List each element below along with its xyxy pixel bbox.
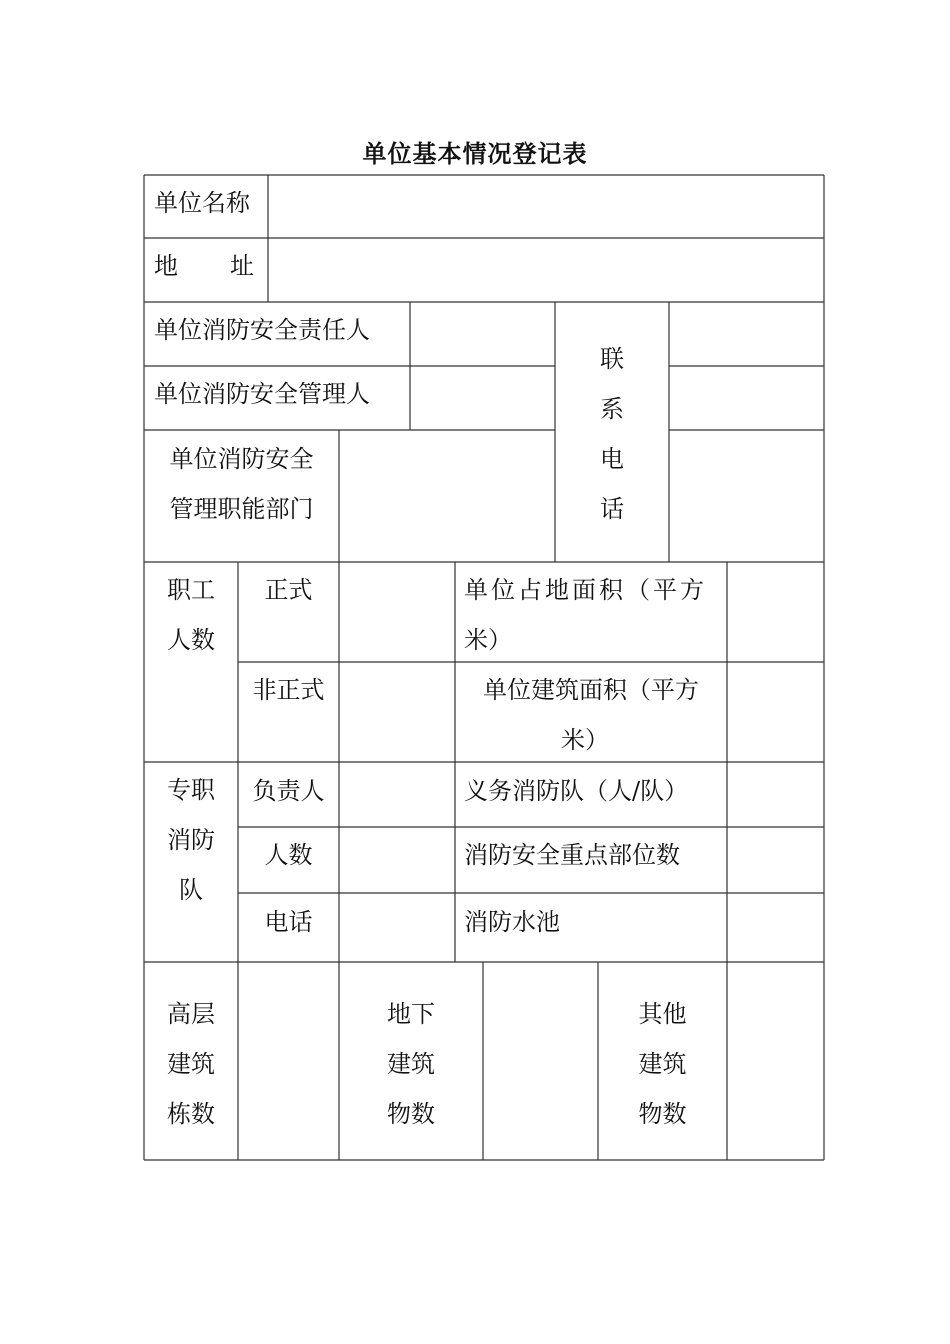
building-area-field[interactable] bbox=[728, 663, 823, 761]
page-title: 单位基本情况登记表 bbox=[362, 139, 588, 168]
label-land-area-2: 米） bbox=[464, 626, 512, 654]
address-field[interactable] bbox=[269, 239, 823, 301]
label-staff-2: 人数 bbox=[167, 626, 215, 654]
label-underground-2: 建筑 bbox=[387, 1050, 435, 1078]
land-area-field[interactable] bbox=[728, 563, 823, 661]
key-parts-field[interactable] bbox=[728, 828, 823, 892]
label-underground-3: 物数 bbox=[387, 1100, 435, 1128]
label-highrise-1: 高层 bbox=[167, 1000, 215, 1028]
dept-field[interactable] bbox=[340, 431, 554, 561]
label-phone: 电话 bbox=[264, 908, 313, 936]
label-key-parts: 消防安全重点部位数 bbox=[464, 841, 680, 869]
label-contact-3: 电 bbox=[600, 445, 624, 473]
label-contact-4: 话 bbox=[600, 495, 624, 523]
label-fulltime-3: 队 bbox=[179, 876, 203, 904]
highrise-field[interactable] bbox=[239, 963, 338, 1159]
label-address-2: 址 bbox=[230, 252, 254, 280]
safety-manager-field[interactable] bbox=[411, 367, 554, 429]
unit-name-field[interactable] bbox=[269, 176, 823, 237]
label-fire-pool: 消防水池 bbox=[464, 908, 560, 936]
underground-field[interactable] bbox=[484, 963, 597, 1159]
label-land-area-1: 单位占地面积（平方 bbox=[464, 576, 707, 604]
label-address-1: 地 bbox=[154, 252, 178, 280]
leader-field[interactable] bbox=[340, 763, 454, 826]
label-count: 人数 bbox=[264, 841, 313, 869]
label-formal: 正式 bbox=[264, 576, 313, 604]
phone-field[interactable] bbox=[340, 894, 454, 961]
label-building-area-2: 米） bbox=[561, 726, 609, 754]
label-dept-line1: 单位消防安全 bbox=[169, 445, 314, 473]
label-informal: 非正式 bbox=[252, 676, 325, 704]
label-other-1: 其他 bbox=[638, 1000, 687, 1028]
label-safety-manager: 单位消防安全管理人 bbox=[154, 380, 370, 408]
informal-count-field[interactable] bbox=[340, 663, 454, 761]
other-field[interactable] bbox=[728, 963, 823, 1159]
label-underground-1: 地下 bbox=[387, 1000, 435, 1028]
label-unit-name: 单位名称 bbox=[154, 189, 250, 217]
label-other-2: 建筑 bbox=[638, 1050, 687, 1078]
volunteer-team-field[interactable] bbox=[728, 763, 823, 826]
responsible-phone-field[interactable] bbox=[670, 303, 823, 365]
manager-phone-field[interactable] bbox=[670, 367, 823, 429]
label-staff-1: 职工 bbox=[167, 576, 215, 604]
label-highrise-2: 建筑 bbox=[167, 1050, 215, 1078]
label-safety-responsible: 单位消防安全责任人 bbox=[154, 316, 370, 344]
dept-phone-field[interactable] bbox=[670, 431, 823, 561]
safety-responsible-field[interactable] bbox=[411, 303, 554, 365]
label-fulltime-2: 消防 bbox=[167, 826, 215, 854]
label-other-3: 物数 bbox=[638, 1100, 687, 1128]
label-contact-1: 联 bbox=[600, 345, 624, 373]
label-dept-line2: 管理职能部门 bbox=[169, 495, 314, 523]
label-fulltime-1: 专职 bbox=[167, 776, 215, 804]
label-contact-2: 系 bbox=[600, 395, 624, 423]
label-leader: 负责人 bbox=[252, 777, 325, 805]
label-volunteer-team: 义务消防队（人/队） bbox=[464, 777, 689, 805]
fire-pool-field[interactable] bbox=[728, 894, 823, 961]
count-field[interactable] bbox=[340, 828, 454, 892]
label-highrise-3: 栋数 bbox=[167, 1100, 215, 1128]
label-building-area-1: 单位建筑面积（平方 bbox=[483, 676, 699, 704]
formal-count-field[interactable] bbox=[340, 563, 454, 661]
